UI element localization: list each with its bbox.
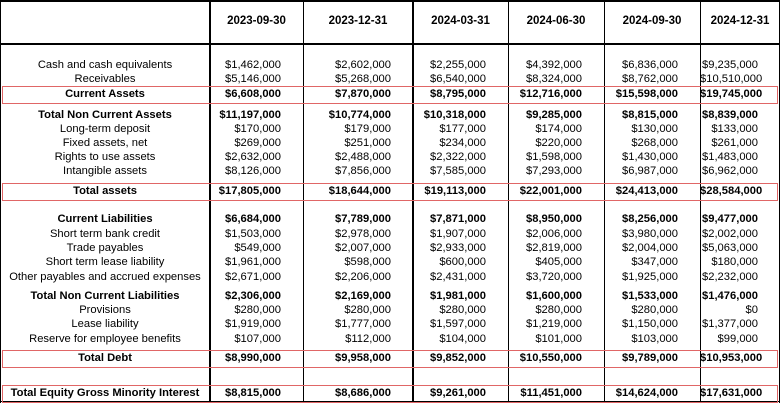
value-cell: $251,000 bbox=[344, 137, 391, 149]
row-label: Trade payables bbox=[66, 242, 144, 254]
value-cell: $1,483,000 bbox=[702, 151, 758, 163]
value-cell: $9,852,000 bbox=[430, 352, 486, 364]
value-cell: $11,197,000 bbox=[219, 109, 281, 121]
value-cell: $5,063,000 bbox=[702, 242, 758, 254]
value-cell: $2,002,000 bbox=[702, 228, 758, 240]
value-cell: $10,550,000 bbox=[519, 352, 582, 364]
value-cell: $261,000 bbox=[711, 137, 758, 149]
value-cell: $8,324,000 bbox=[526, 73, 582, 85]
value-cell: $104,000 bbox=[439, 333, 486, 345]
value-cell: $6,962,000 bbox=[702, 165, 758, 177]
value-cell: $6,608,000 bbox=[225, 88, 281, 100]
value-cell: $2,819,000 bbox=[526, 242, 582, 254]
value-cell: $9,285,000 bbox=[526, 109, 582, 121]
value-cell: $2,431,000 bbox=[430, 271, 486, 283]
row-label: Total Equity Gross Minority Interest bbox=[10, 387, 200, 399]
value-cell: $8,950,000 bbox=[526, 213, 582, 225]
value-cell: $1,777,000 bbox=[335, 318, 391, 330]
value-cell: $0 bbox=[745, 304, 758, 316]
value-cell: $2,488,000 bbox=[335, 151, 391, 163]
row-label: Provisions bbox=[79, 304, 131, 316]
value-cell: $2,671,000 bbox=[225, 271, 281, 283]
value-cell: $8,839,000 bbox=[702, 109, 758, 121]
value-cell: $99,000 bbox=[717, 333, 758, 345]
value-cell: $1,377,000 bbox=[702, 318, 758, 330]
value-cell: $2,602,000 bbox=[335, 59, 391, 71]
value-cell: $130,000 bbox=[631, 123, 678, 135]
value-cell: $8,686,000 bbox=[335, 387, 391, 399]
value-cell: $1,598,000 bbox=[526, 151, 582, 163]
value-cell: $347,000 bbox=[631, 256, 678, 268]
value-cell: $280,000 bbox=[535, 304, 582, 316]
value-cell: $2,007,000 bbox=[335, 242, 391, 254]
value-cell: $3,720,000 bbox=[526, 271, 582, 283]
value-cell: $2,206,000 bbox=[335, 271, 391, 283]
value-cell: $6,836,000 bbox=[622, 59, 678, 71]
row-label: Receivables bbox=[74, 73, 136, 85]
value-cell: $2,632,000 bbox=[225, 151, 281, 163]
value-cell: $1,533,000 bbox=[622, 290, 678, 302]
value-cell: $9,958,000 bbox=[335, 352, 391, 364]
value-cell: $17,631,000 bbox=[700, 387, 763, 399]
row-label: Total Non Current Liabilities bbox=[30, 290, 180, 302]
value-cell: $1,600,000 bbox=[526, 290, 582, 302]
value-cell: $7,870,000 bbox=[335, 88, 391, 100]
value-cell: $14,624,000 bbox=[615, 387, 678, 399]
value-cell: $170,000 bbox=[234, 123, 281, 135]
value-cell: $7,585,000 bbox=[430, 165, 486, 177]
value-cell: $2,978,000 bbox=[335, 228, 391, 240]
value-cell: $1,981,000 bbox=[430, 290, 486, 302]
value-cell: $177,000 bbox=[439, 123, 486, 135]
column-header: 2024-03-31 bbox=[431, 15, 490, 27]
value-cell: $2,006,000 bbox=[526, 228, 582, 240]
value-cell: $9,235,000 bbox=[702, 59, 758, 71]
row-label: Current Liabilities bbox=[57, 213, 153, 225]
value-cell: $1,462,000 bbox=[225, 59, 281, 71]
value-cell: $7,789,000 bbox=[335, 213, 391, 225]
row-label: Fixed assets, net bbox=[62, 137, 148, 149]
value-cell: $280,000 bbox=[439, 304, 486, 316]
value-cell: $1,597,000 bbox=[430, 318, 486, 330]
value-cell: $598,000 bbox=[344, 256, 391, 268]
column-header: 2024-06-30 bbox=[526, 15, 586, 27]
column-header: 2024-12-31 bbox=[710, 15, 770, 27]
value-cell: $9,477,000 bbox=[702, 213, 758, 225]
row-label: Short term lease liability bbox=[45, 256, 165, 268]
value-cell: $10,953,000 bbox=[700, 352, 763, 364]
value-cell: $7,871,000 bbox=[430, 213, 486, 225]
value-cell: $22,001,000 bbox=[519, 185, 582, 197]
value-cell: $280,000 bbox=[234, 304, 281, 316]
value-cell: $1,961,000 bbox=[225, 256, 281, 268]
header-bottom-border bbox=[0, 43, 780, 45]
table-top-border bbox=[0, 0, 780, 2]
value-cell: $5,146,000 bbox=[225, 73, 281, 85]
row-label: Cash and cash equivalents bbox=[37, 59, 173, 71]
row-label: Other payables and accrued expenses bbox=[9, 271, 201, 283]
value-cell: $180,000 bbox=[711, 256, 758, 268]
value-cell: $1,150,000 bbox=[622, 318, 678, 330]
row-label: Current Assets bbox=[65, 88, 145, 100]
value-cell: $2,255,000 bbox=[430, 59, 486, 71]
value-cell: $179,000 bbox=[344, 123, 391, 135]
value-cell: $12,716,000 bbox=[519, 88, 582, 100]
row-label: Long-term deposit bbox=[59, 123, 151, 135]
value-cell: $8,815,000 bbox=[225, 387, 281, 399]
row-label: Rights to use assets bbox=[54, 151, 156, 163]
value-cell: $268,000 bbox=[631, 137, 678, 149]
value-cell: $19,113,000 bbox=[424, 185, 486, 197]
row-label: Intangible assets bbox=[63, 165, 147, 177]
value-cell: $4,392,000 bbox=[526, 59, 582, 71]
value-cell: $10,510,000 bbox=[700, 73, 763, 85]
value-cell: $549,000 bbox=[234, 242, 281, 254]
value-cell: $19,745,000 bbox=[700, 88, 763, 100]
value-cell: $1,925,000 bbox=[622, 271, 678, 283]
value-cell: $103,000 bbox=[631, 333, 678, 345]
row-label: Reserve for employee benefits bbox=[29, 333, 181, 345]
column-header: 2023-12-31 bbox=[328, 15, 388, 27]
value-cell: $2,933,000 bbox=[430, 242, 486, 254]
value-cell: $112,000 bbox=[345, 333, 391, 345]
value-cell: $24,413,000 bbox=[615, 185, 678, 197]
value-cell: $17,805,000 bbox=[218, 185, 281, 197]
value-cell: $133,000 bbox=[711, 123, 758, 135]
value-cell: $8,990,000 bbox=[225, 352, 281, 364]
column-header: 2024-09-30 bbox=[622, 15, 682, 27]
value-cell: $269,000 bbox=[234, 137, 281, 149]
value-cell: $6,987,000 bbox=[622, 165, 678, 177]
row-label: Total Debt bbox=[78, 352, 132, 364]
value-cell: $220,000 bbox=[535, 137, 582, 149]
value-cell: $7,856,000 bbox=[335, 165, 391, 177]
value-cell: $234,000 bbox=[439, 137, 486, 149]
row-label: Total Non Current Assets bbox=[38, 109, 172, 121]
value-cell: $15,598,000 bbox=[615, 88, 678, 100]
value-cell: $9,261,000 bbox=[430, 387, 486, 399]
value-cell: $1,919,000 bbox=[225, 318, 281, 330]
value-cell: $10,774,000 bbox=[328, 109, 391, 121]
value-cell: $2,004,000 bbox=[622, 242, 678, 254]
value-cell: $11,451,000 bbox=[520, 387, 582, 399]
value-cell: $2,306,000 bbox=[225, 290, 281, 302]
value-cell: $600,000 bbox=[439, 256, 486, 268]
row-label: Total assets bbox=[73, 185, 137, 197]
value-cell: $1,219,000 bbox=[526, 318, 582, 330]
value-cell: $6,684,000 bbox=[225, 213, 281, 225]
value-cell: $280,000 bbox=[631, 304, 678, 316]
column-header: 2023-09-30 bbox=[227, 15, 286, 27]
value-cell: $280,000 bbox=[344, 304, 391, 316]
value-cell: $9,789,000 bbox=[622, 352, 678, 364]
row-label: Lease liability bbox=[71, 318, 139, 330]
value-cell: $107,000 bbox=[234, 333, 281, 345]
value-cell: $6,540,000 bbox=[430, 73, 486, 85]
value-cell: $174,000 bbox=[535, 123, 582, 135]
value-cell: $2,169,000 bbox=[335, 290, 391, 302]
value-cell: $3,980,000 bbox=[622, 228, 678, 240]
value-cell: $2,322,000 bbox=[430, 151, 486, 163]
value-cell: $8,795,000 bbox=[430, 88, 486, 100]
value-cell: $405,000 bbox=[535, 256, 582, 268]
value-cell: $1,430,000 bbox=[622, 151, 678, 163]
value-cell: $8,762,000 bbox=[622, 73, 678, 85]
value-cell: $8,256,000 bbox=[622, 213, 678, 225]
value-cell: $1,476,000 bbox=[702, 290, 758, 302]
value-cell: $8,126,000 bbox=[225, 165, 281, 177]
value-cell: $5,268,000 bbox=[335, 73, 391, 85]
value-cell: $28,584,000 bbox=[700, 185, 763, 197]
value-cell: $18,644,000 bbox=[328, 185, 391, 197]
value-cell: $101,000 bbox=[535, 333, 582, 345]
value-cell: $1,503,000 bbox=[225, 228, 281, 240]
value-cell: $2,232,000 bbox=[702, 271, 758, 283]
value-cell: $1,907,000 bbox=[430, 228, 486, 240]
value-cell: $7,293,000 bbox=[526, 165, 582, 177]
row-label: Short term bank credit bbox=[49, 228, 161, 240]
value-cell: $8,815,000 bbox=[622, 109, 678, 121]
value-cell: $10,318,000 bbox=[423, 109, 486, 121]
